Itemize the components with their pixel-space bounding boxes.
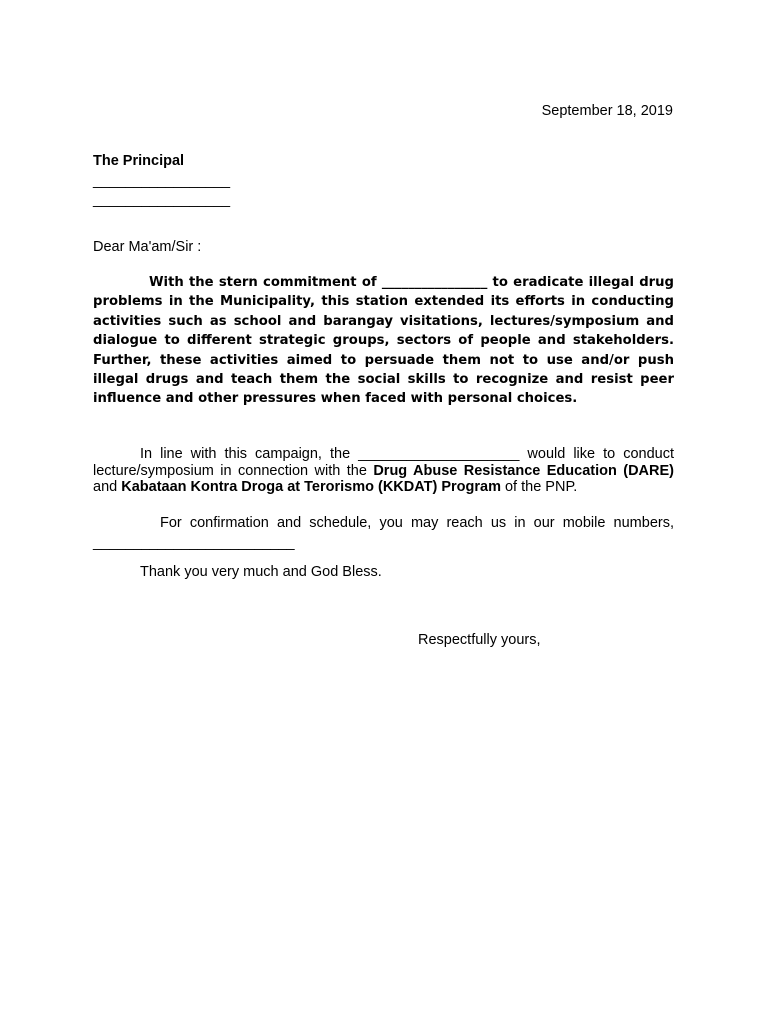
body-paragraph-3: For confirmation and schedule, you may reach us in our mobile numbers, _________________________ <box>93 515 674 551</box>
letter-date: September 18, 2019 <box>541 103 673 119</box>
program-name-dare: Drug Abuse Resistance Education (DARE) <box>373 462 674 479</box>
body-paragraph-2 <box>93 446 674 496</box>
addressee-blank-line: _________________ <box>93 192 231 208</box>
salutation: Dear Ma'am/Sir : <box>93 239 202 255</box>
body-paragraph-1: With the stern commitment of ________________ to eradicate illegal drug problems in the Municipality, this station extended its efforts in conducting activities such as school and barangay visitations, lectures/symposium and dialogue to different strategic groups, sectors of people and stakeholders. Further, these activities aimed to persuade them not to use and/or push illegal drugs and teach them the social skills to recognize and resist peer influence and other pressures when faced with personal choices. <box>93 275 674 407</box>
addressee-title: The Principal <box>93 153 185 169</box>
paragraph-text: and <box>93 479 122 495</box>
program-name-kkdat: Kabataan Kontra Droga at Terorismo (KKDAT) Program <box>121 479 501 495</box>
paragraph-text: In line with this campaign, the ____________________ would like to conduct lecture/symposium in connection with the <box>93 446 674 479</box>
paragraph-text: of the PNP. <box>500 479 578 495</box>
closing-line: Respectfully yours, <box>418 632 541 648</box>
addressee-blank-line: _________________ <box>93 173 231 189</box>
thanks-line: Thank you very much and God Bless. <box>140 564 382 580</box>
